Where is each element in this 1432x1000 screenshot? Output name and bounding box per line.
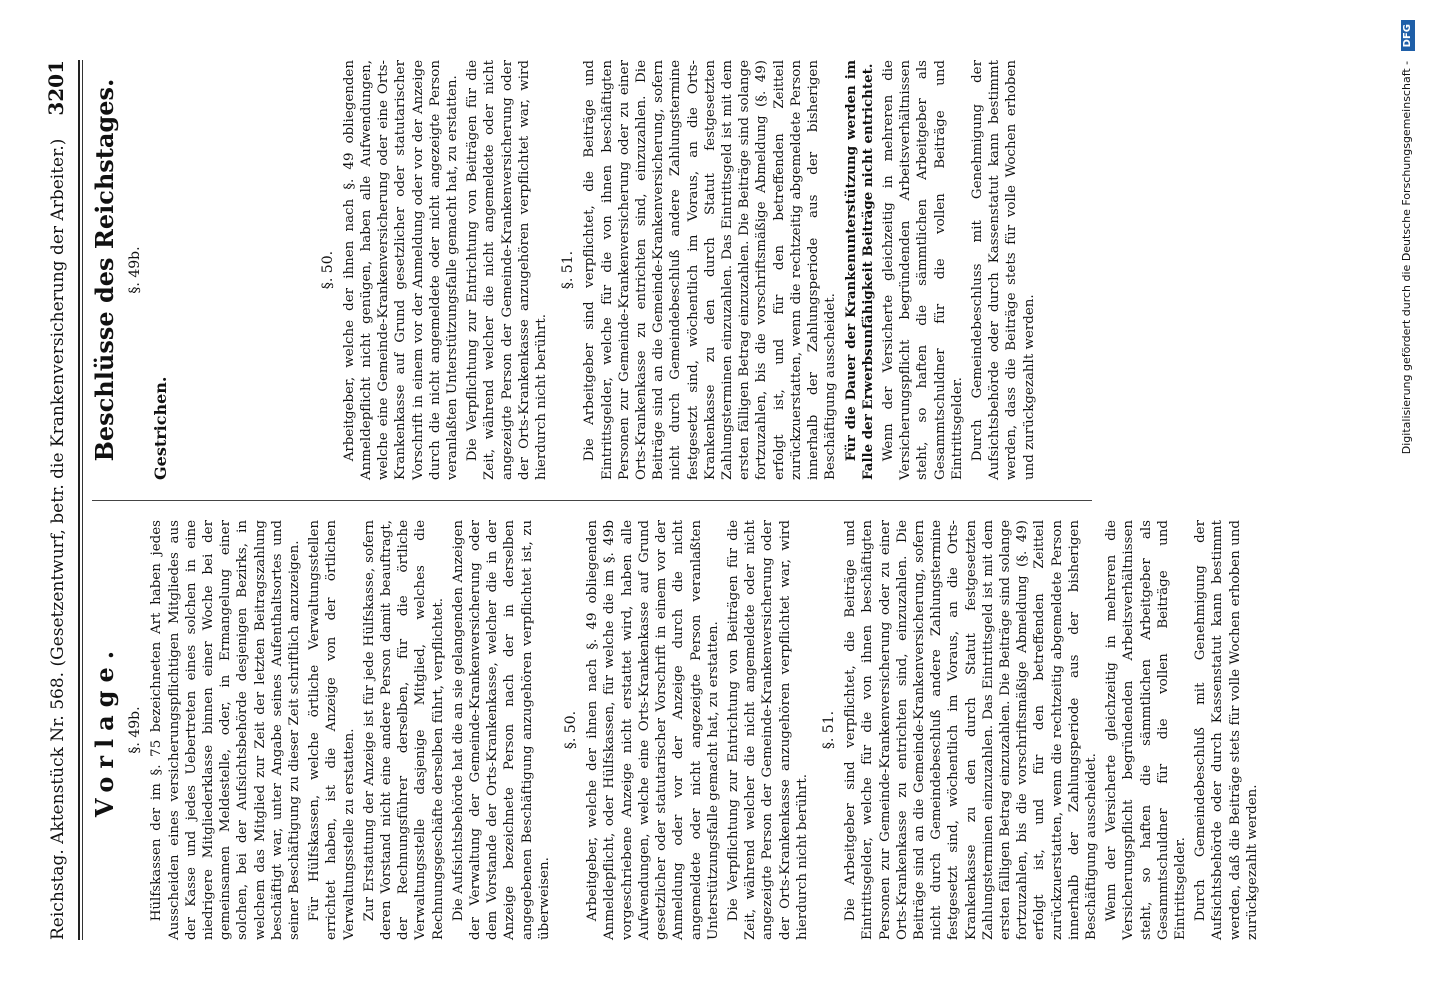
digitization-text: Digitalisierung gefördert durch die Deutsche Forschungsgemeinschaft - [1400, 60, 1413, 455]
struck-note: Gestrichen. [151, 376, 171, 480]
section-heading: §. 50. [563, 710, 580, 750]
paragraph: Die Arbeitgeber sind verpflichtet, die Beiträge und Eintrittsgelder, welche für die von ihnen beschäftigten Personen zur Gemeinde-Krankenversicherung oder zu einer Orts-Krankenkasse zu entrichten sind, einzuzahlen. Die Beiträge sind an die Gemeinde-Krankenversicherung, sofern nicht durch Gemeindebeschluß andere Zahlungstermine festgesetzt sind, wöchentlich im Voraus, an die Orts-Krankenkasse zu den durch Statut festgesetzten Zahlungsterminen einzuzahlen. Das Eintrittsgeld ist mit dem ersten fälligen Betrag einzuzahlen. Die Beiträge sind solange fortzuzahlen, bis die vorschriftsmäßige Abmeldung (§. 49) erfolgt ist, und für den betreffenden Zeitteil zurückzuerstatten, wenn die rechtzeitig abgemeldete Person innerhalb der Zahlungsperiode aus der bisherigen Beschäftigung ausscheidet. [843, 520, 1099, 940]
column-title-vorlage: Vorlage. [90, 642, 119, 818]
page-number: 3201 [44, 60, 68, 116]
paragraph: Durch Gemeindebeschluß mit Genehmigung der Aufsichtsbehörde oder durch Kassenstatut kann bestimmt werden, daß die Beiträge stets für volle Wochen erhoben und zurückgezahlt werden. [1193, 520, 1260, 940]
paragraph: Durch Gemeindebeschluss mit Genehmigung der Aufsichtsbehörde oder durch Kassenstatut kann bestimmt werden, dass die Beiträge stets für volle Wochen erhoben und zurückgezahlt werden. [969, 60, 1037, 480]
paragraph: Arbeitgeber, welche der ihnen nach §. 49 obliegenden Anmeldepflicht, oder Hülfskassen, für welche die im §. 49b vorgeschriebene Anzeige nicht erstattet wird, haben alle Aufwendungen, welche eine Orts-Krankenkasse auf Grund gesetzlicher oder statutarischer Vorschrift in einem vor der Anmeldung oder vor der Anzeige durch die nicht angemeldete oder nicht angezeigte Person veranlaßten Unterstützungsfalle gemacht hat, zu erstatten. [585, 520, 721, 940]
column-vorlage [92, 520, 1372, 940]
paragraph: Die Verpflichtung zur Entrichtung von Beiträgen für die Zeit, während welcher die nicht angemeldete oder nicht angezeigte Person der Gemeinde-Krankenversicherung oder der Orts-Krankenkasse anzugehören verpflichtet war, wird hierdurch nicht berührt. [465, 60, 550, 480]
paragraph: Zur Erstattung der Anzeige ist für jede Hülfskasse, sofern deren Vorstand nicht eine andere Person damit beauftragt, der Rechnungsführer derselben, für die örtliche Verwaltungsstelle dasjenige Mitglied, welches die Rechnungsgeschäfte derselben führt, verpflichtet. [361, 520, 446, 940]
paragraph: Für Hülfskassen, welche örtliche Verwaltungsstellen errichtet haben, ist die Anzeige von der örtlichen Verwaltungsstelle zu erstatten. [307, 520, 357, 940]
paragraph: Wenn der Versicherte gleichzeitig in mehreren die Versicherungspflicht begründenden Arbeitsverhältnissen steht, so haften die sämmtlichen Arbeitgeber als Gesammtschuldner für die vollen Beiträge und Eintrittsgelder. [1104, 520, 1188, 940]
section-heading: §. 51. [820, 710, 837, 750]
paragraph: Die Verpflichtung zur Entrichtung von Beiträgen für die Zeit, während welcher die nicht angemeldete oder nicht angezeigte Person der Gemeinde-Krankenversicherung oder der Orts-Krankenkasse anzugehören verpflichtet war, wird hierdurch nicht berührt. [725, 520, 810, 940]
paragraph: Die Arbeitgeber sind verpflichtet, die Beiträge und Eintrittsgelder, welche für die von ihnen beschäftigten Personen zur Gemeinde-Krankenversicherung oder zu einer Orts-Krankenkasse zu entrichten sind, einzuzahlen. Die Beiträge sind an die Gemeinde-Krankenversicherung, sofern nicht durch Gemeindebeschluß andere Zahlungstermine festgesetzt sind, wöchentlich im Voraus, an die Orts-Krankenkasse zu den durch Statut festgesetzten Zahlungsterminen einzuzahlen. Das Eintrittsgeld ist mit dem ersten fälligen Betrag einzuzahlen. Die Beiträge sind solange fortzuzahlen, bis die vorschriftsmäßige Abmeldung (§. 49) erfolgt ist, und für den betreffenden Zeitteil zurückzuerstatten, wenn die rechtzeitig abgemeldete Person innerhalb der Zahlungsperiode aus der bisherigen Beschäftigung ausscheidet. [582, 60, 839, 480]
paragraph: Arbeitgeber, welche der ihnen nach §. 49 obliegenden Anmeldepflicht nicht genügen, haben alle Aufwendungen, welche eine Gemeinde-Krankenversicherung oder eine Orts-Krankenkasse auf Grund gesetzlicher oder statutarischer Vorschrift in einem vor der Anmeldung oder vor der Anzeige durch die nicht angemeldete oder nicht angezeigte Person veranlaßten Unterstützungsfalle gemacht hat, zu erstatten. [341, 60, 461, 480]
header-title: Reichstag. Aktenstück Nr. 568. (Gesetzentwurf, betr. die Krankenversicherung der Arbeiter.) [48, 138, 68, 940]
section-heading: §. 50. [319, 250, 336, 290]
paragraph: Wenn der Versicherte gleichzeitig in mehreren die Versicherungspflicht begründenden Arbeitsverhältnissen steht, so haften die sämmtlichen Arbeitgeber als Gesammtschuldner für die vollen Beiträge und Eintrittsgelder. [880, 60, 965, 480]
dfg-logo: DFG [1401, 20, 1415, 51]
column-divider [92, 500, 1092, 501]
section-heading: §. 49b. [127, 706, 144, 754]
section-heading: §. 49b. [127, 246, 144, 294]
column-beschluesse [92, 60, 1372, 480]
header-rule [82, 60, 83, 940]
paragraph-bold: Für die Dauer der Krankenunterstützung werden im Falle der Erwerbsunfähigkeit Beiträge nicht entrichtet. [842, 60, 876, 480]
paragraph: Hülfskassen der im §. 75 bezeichneten Art haben jedes Ausscheiden eines versicherungspflichtigen Mitgliedes aus der Kasse und jedes Uebertreten eines solchen in eine niedrigere Mitgliederklasse binnen einer Woche bei der gemeinsamen Meldestelle, oder, in Ermangelung einer solchen, bei der Aufsichtsbehörde desjenigen Bezirks, in welchem das Mitglied zur Zeit der letzten Beitragszahlung beschäftigt war, unter Angabe seines Aufenthaltsortes und seiner Beschäftigung zu dieser Zeit schriftlich anzuzeigen. [149, 520, 303, 940]
digitization-note [1400, 20, 1418, 980]
section-heading: §. 51. [560, 250, 577, 290]
spacer [230, 60, 310, 480]
paragraph: Die Aufsichtsbehörde hat die an sie gelangenden Anzeigen der Verwaltung der Gemeinde-Krankenversicherung oder dem Vorstande der Orts-Krankenkasse, welcher die in der Anzeige bezeichnete Person nach der in derselben angegebenen Beschäftigung anzugehören verpflichtet ist, zu überweisen. [450, 520, 552, 940]
column-title-beschluesse: Beschlüsse des Reichstages. [90, 78, 119, 462]
running-header [44, 60, 80, 940]
